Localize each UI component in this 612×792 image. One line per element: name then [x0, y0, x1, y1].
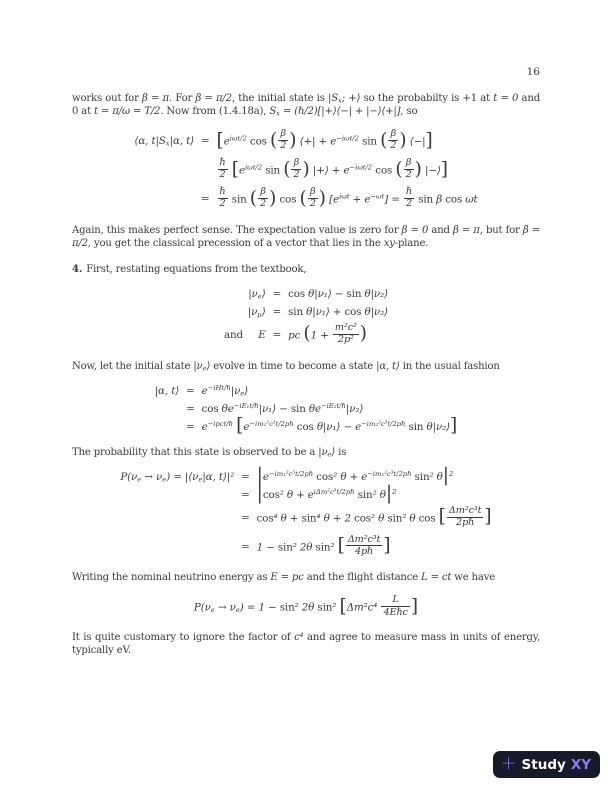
equation-rel: =: [241, 470, 250, 483]
math-roman: sin: [387, 512, 403, 525]
math-delimiter: ): [289, 129, 297, 151]
math-fraction: [278, 129, 288, 152]
math-numerator: m²c²: [334, 321, 357, 333]
math-roman: cos: [262, 488, 280, 501]
math-roman: sin: [346, 287, 362, 300]
equation-rel: =: [272, 329, 282, 342]
math-superscript: −iE₁t/ℏ: [233, 401, 259, 410]
math-roman: sin: [290, 402, 306, 415]
math-subscript: e: [210, 606, 215, 615]
math-roman: sin: [279, 601, 295, 614]
math-delimiter: |: [256, 464, 263, 486]
math-delimiter: ): [414, 158, 422, 180]
math-superscript: iωt: [339, 192, 350, 201]
math-fraction: [346, 535, 383, 558]
math-fraction: [404, 187, 414, 210]
math-fraction: [333, 323, 359, 346]
math-numerator: ℏ: [219, 156, 226, 168]
equation-lhs: |α, t⟩: [154, 384, 180, 397]
paragraph-initial-state: Now, let the initial state $|\nu_e⟩$ evolve in time to become a state |α, t⟩ in the usual fashion: [72, 360, 500, 373]
equation-lhs: $|\nu_\mu⟩$: [247, 305, 266, 319]
equation-rhs: [$e^{i\omega t/2}$ cos ( $\frac{\beta}{2}$ ) ⟨+| + $e^{-i\omega t/2}$ sin ( $\frac{\beta}{2}$ ) ⟨−|]: [216, 128, 433, 152]
math-superscript: 2: [449, 469, 454, 478]
math-subscript: x: [165, 140, 170, 149]
math-superscript: −iHt/ℏ: [207, 383, 231, 392]
equation-rhs: $\cos \theta e^{-iE_1t/\hbar}|\nu_1⟩ - \sin$ $\theta e^{-iE_2t/\hbar}|\nu_2⟩$: [201, 401, 364, 415]
math-delimiter: ]: [450, 414, 458, 436]
equation-rhs: sin θ|ν₁⟩ + cos θ|ν₂⟩: [288, 305, 388, 318]
math-delimiter: (: [299, 187, 307, 209]
math-roman: cos: [445, 193, 463, 206]
math-roman: sin: [408, 420, 424, 433]
math-delimiter: (: [249, 187, 258, 209]
equation-rhs: $|e^{-im_1^2c^3t/2p\hbar}$ cos² $\theta + e^{-im_2^2c^3t/2p\hbar}$ sin² $\theta|^2$: [256, 464, 454, 486]
math-superscript: −iωt/2: [336, 134, 359, 143]
math-roman: sin: [317, 601, 333, 614]
paragraph-perfect-sense: Again, this makes perfect sense. The expectation value is zero for β = 0 and β = π, but for β = π/2, you get the classical precession of a vector that lies in the xy-plane.: [72, 224, 540, 249]
math-italic: xy: [383, 237, 395, 249]
math-denominator: 2: [405, 169, 412, 181]
math-numerator: β: [404, 158, 414, 170]
equation-rel: =: [186, 402, 195, 415]
math-subscript: e: [257, 292, 262, 301]
math-delimiter: ): [269, 187, 277, 209]
math-roman: sin: [231, 193, 247, 206]
math-superscript: iωt/2: [229, 134, 247, 143]
math-superscript: −im₁²c³t/2pℏ: [268, 469, 314, 478]
math-italic: L = ct: [421, 572, 452, 584]
math-subscript: e: [198, 475, 203, 484]
math-italic: $|\nu_e⟩$: [318, 446, 336, 459]
equation-rel: =: [186, 420, 195, 433]
math-roman: and: [224, 329, 244, 342]
math-delimiter: [: [337, 535, 345, 557]
math-superscript: −im₂²c³t/2pℏ: [361, 419, 406, 428]
math-delimiter: (: [303, 323, 311, 345]
math-delimiter: (: [380, 129, 388, 151]
equation-lhs: and E: [224, 329, 266, 342]
math-roman: sin: [277, 540, 293, 553]
math-denominator: 2: [293, 169, 300, 181]
math-denominator: 2pℏ: [456, 517, 475, 529]
math-italic: E = pc: [270, 572, 304, 584]
math-fraction: [388, 129, 398, 152]
math-roman: cos: [279, 193, 297, 206]
math-roman: sin: [418, 193, 434, 206]
math-denominator: 2: [390, 140, 397, 152]
math-italic: $|\nu_e⟩$: [193, 360, 211, 373]
math-roman: cos: [375, 164, 393, 177]
math-numerator: ℏ: [219, 185, 226, 197]
equation-rhs: $\frac{\text{ℏ}}{2}$ sin ( $\frac{\beta}{2}$ ) cos ( $\frac{\beta}{2}$ ) $[e^{i\omega t} + e^{-\omega t}]$ = $\frac{\text{ℏ}}{2}$ sin β cos ωt: [219, 185, 478, 210]
math-italic: |α, t⟩: [376, 360, 400, 372]
math-numerator: β: [388, 129, 398, 141]
math-subscript: x: [338, 96, 342, 105]
equation-rel: =: [272, 305, 282, 318]
math-delimiter: ]: [484, 506, 492, 528]
equation-lhs: $P(\nu_e \to \nu_e)$ = $|⟨\nu_e|\alpha$, t⟩|²: [120, 470, 235, 484]
equation-rel: =: [201, 135, 210, 148]
math-roman: sin: [357, 488, 373, 501]
math-delimiter: ): [399, 129, 407, 151]
math-denominator: 2: [260, 198, 267, 210]
math-numerator: β: [258, 187, 268, 199]
math-delimiter: ): [359, 323, 368, 345]
item-4-text: First, restating equations from the textbook,: [86, 263, 307, 275]
equation-rel: =: [186, 384, 195, 397]
equation-rel: =: [241, 540, 250, 553]
math-delimiter: (: [395, 158, 403, 180]
equation-rel: =: [241, 512, 250, 525]
math-italic: β = π: [452, 224, 480, 236]
math-delimiter: [: [438, 506, 446, 528]
math-superscript: −ωt: [370, 192, 385, 201]
math-delimiter: [: [236, 414, 244, 436]
math-numerator: β: [278, 129, 288, 141]
math-delimiter: ]: [383, 535, 391, 557]
equation-rel: =: [201, 193, 210, 206]
math-roman: sin: [288, 305, 303, 318]
paragraph-nominal-energy: Writing the nominal neutrino energy as E = pc and the flight distance L = ct we have: [72, 572, 496, 584]
math-delimiter: ]: [425, 129, 433, 151]
studyxy-logo[interactable]: [493, 751, 600, 778]
math-superscript: iωt/2: [245, 163, 263, 172]
equation-rhs: |cos² $\theta + e^{i\Delta m^2c^3t/2p\hbar}$ sin² $\theta|^2$: [256, 482, 397, 504]
math-italic: $S_x$ = (ℏ/2)[|+⟩⟨−| + |−⟩⟨+|]: [269, 106, 401, 118]
math-delimiter: (: [269, 129, 278, 151]
math-delimiter: ]: [440, 158, 449, 180]
math-denominator: 2: [405, 198, 413, 210]
math-roman: cos: [249, 135, 267, 148]
math-superscript: −ipct/ℏ: [207, 419, 233, 428]
math-denominator: 4Eℏc: [383, 606, 408, 618]
item-4-number: 4.: [72, 263, 83, 275]
math-subscript: e: [137, 475, 142, 484]
math-delimiter: ): [318, 187, 327, 209]
math-subscript: e: [240, 389, 245, 398]
math-roman: cos: [288, 287, 306, 300]
math-numerator: L: [381, 595, 409, 607]
math-fraction: [308, 187, 318, 210]
math-numerator: ℏ: [405, 185, 413, 197]
math-roman: cos: [201, 402, 219, 415]
paragraph-works-out: works out for β = π. For β = π/2, the initial state is $|S_x$; +⟩ so the probabilty is +1 at t = 0 and 0 at t = π/ω = T/2. Now from (1.4.18a), $S_x$ = (ℏ/2)[|+⟩⟨−| + |−⟩⟨+|], so: [72, 93, 540, 118]
math-fraction: [447, 506, 484, 529]
math-denominator: 2p²: [337, 334, 354, 346]
math-fraction: [291, 158, 301, 181]
item-4: [72, 263, 540, 276]
paragraph-probability-observed: The probability that this state is observed to be a $|\nu_e⟩$ is: [72, 446, 347, 459]
math-delimiter: ): [302, 158, 310, 180]
math-subscript: e: [162, 475, 167, 484]
math-italic: t = 0: [493, 93, 519, 104]
logo-text-study: Study: [521, 756, 566, 773]
plus-icon: +: [500, 752, 517, 774]
math-numerator: Δm²c³t: [347, 533, 381, 545]
math-superscript: −im₁²c³t/2pℏ: [249, 419, 294, 428]
math-italic: $|S_x$; +⟩: [328, 93, 361, 105]
math-superscript: −im₂²c³t/2pℏ: [367, 469, 412, 478]
equation-rel: =: [241, 488, 250, 501]
math-roman: sin: [301, 512, 317, 525]
math-italic: c⁴: [294, 632, 304, 644]
equation-rhs: $e^{-ipct/\hbar}$ [$e^{-im_1^2c^3t/2p\hbar}$ cos θ|ν₁⟩ − $e^{-im_2^2c^3t/2p\hbar}$ sin θ|ν₂⟩]: [201, 414, 458, 436]
math-denominator: 2: [280, 140, 287, 152]
page-number: 16: [526, 66, 540, 78]
math-superscript: −iE₂t/ℏ: [320, 401, 346, 410]
math-delimiter: (: [283, 158, 291, 180]
equation-rhs: $e^{-iHt/\hbar}|\nu_e⟩$: [201, 383, 249, 398]
math-roman: cos: [354, 512, 371, 525]
math-subscript: e: [327, 450, 332, 459]
math-delimiter: |: [385, 482, 393, 504]
math-numerator: β: [308, 187, 318, 199]
math-italic: β = π/2: [195, 93, 232, 104]
math-fraction: [258, 187, 268, 210]
paragraph-customary: It is quite customary to ignore the factor of c⁴ and agree to measure mass in units of energy, typically eV.: [72, 632, 540, 657]
math-superscript: 2: [392, 487, 397, 496]
math-denominator: 2: [219, 169, 226, 181]
math-delimiter: |: [256, 482, 263, 504]
math-subscript: e: [235, 606, 240, 615]
math-roman: cos: [418, 512, 436, 525]
equation-survival-probability: [72, 464, 540, 559]
math-delimiter: [: [231, 158, 240, 180]
math-subscript: e: [202, 364, 207, 373]
math-subscript: μ: [257, 310, 262, 319]
math-delimiter: [: [339, 596, 347, 618]
math-denominator: 4pℏ: [354, 545, 374, 557]
equation-rel: =: [272, 287, 282, 300]
math-delimiter: |: [442, 464, 449, 486]
math-superscript: iΔm²c³t/2pℏ: [313, 487, 355, 496]
math-numerator: Δm²c³t: [448, 504, 482, 516]
equation-rhs: $\frac{\text{ℏ}}{2}$ [$e^{i\omega t/2}$ sin ( $\frac{\beta}{2}$ ) |+⟩ + $e^{-i\omega t/2}$ cos ( $\frac{\beta}{2}$ ) |−⟩]: [219, 156, 449, 181]
equation-rhs: cos⁴ θ + sin⁴ θ + 2 cos² θ sin² θ cos [ $\frac{\text{Δm²c³t}}{\text{2pℏ}}$ ]: [256, 504, 492, 529]
equation-time-evolution: [72, 383, 540, 436]
math-italic: β = π: [142, 93, 169, 104]
math-subscript: x: [276, 109, 280, 118]
math-delimiter: ]: [410, 596, 419, 618]
math-roman: sin: [315, 540, 331, 553]
equation-rhs: pc (1 + $\frac{\text{m²c²}}{\text{2p²}}$ ): [288, 321, 368, 346]
math-italic: t = π/ω = T/2: [94, 106, 161, 117]
math-roman: sin: [362, 135, 377, 148]
equation-textbook-states: [72, 288, 540, 347]
math-italic: β = π/2: [72, 224, 540, 249]
math-roman: cos: [256, 512, 274, 525]
math-superscript: −iωt/2: [349, 163, 373, 172]
math-numerator: β: [291, 158, 301, 170]
math-fraction: [218, 187, 228, 210]
math-fraction: [218, 158, 228, 181]
math-fraction: [381, 595, 409, 618]
math-roman: cos: [316, 470, 334, 483]
equation-lhs: $|\nu_e⟩$: [248, 287, 266, 301]
equation-lhs: ⟨α, $t|S_x|\alpha$, t⟩: [134, 135, 194, 149]
math-roman: sin: [265, 164, 281, 177]
math-denominator: 2: [219, 198, 226, 210]
equation-rhs: cos θ|ν₁⟩ − sin θ|ν₂⟩: [288, 287, 388, 300]
math-italic: β = 0: [401, 224, 429, 236]
math-denominator: 2: [309, 198, 316, 210]
math-roman: cos: [344, 305, 362, 318]
logo-text-xy: XY: [570, 756, 591, 773]
equation-sx-expectation: [72, 130, 540, 211]
math-roman: cos: [296, 420, 314, 433]
equation-final-probability: $P(\nu_e \to \nu_e) = 1 - \sin^2$ 2θ sin² [Δm²c⁴ $\frac{L}{\text{4Eℏc}}$ ]: [193, 594, 419, 618]
math-roman: sin: [414, 470, 430, 483]
math-delimiter: [: [216, 129, 224, 151]
math-fraction: [404, 158, 414, 181]
equation-rhs: 1 − sin² 2θ sin² [ $\frac{\text{Δm²c³t}}{\text{4pℏ}}$ ]: [256, 533, 391, 557]
